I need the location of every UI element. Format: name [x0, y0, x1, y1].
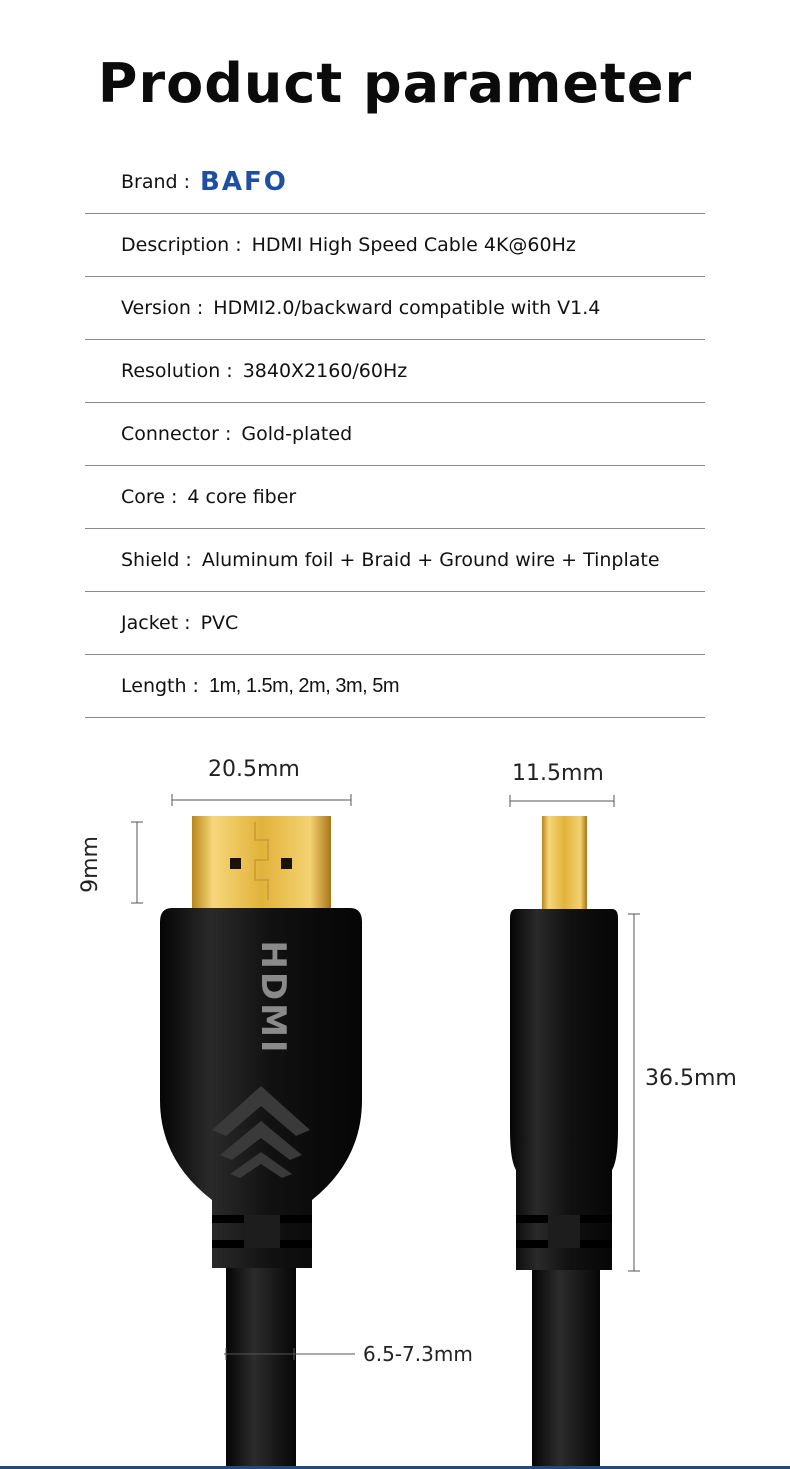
brand-logo: BAFO	[200, 166, 288, 197]
param-value: PVC	[200, 612, 239, 634]
param-label: Brand	[121, 170, 178, 193]
front-gold-tip	[192, 816, 331, 911]
param-row-shield	[85, 529, 705, 592]
param-label: Version	[121, 297, 191, 319]
side-width-label: 11.5mm	[512, 761, 604, 786]
param-label: Resolution	[121, 360, 221, 382]
front-width-dimension	[172, 794, 351, 806]
param-row-brand	[85, 150, 705, 214]
param-row-jacket	[85, 592, 705, 655]
param-separator: :	[196, 297, 204, 319]
param-value: HDMI2.0/backward compatible with V1.4	[213, 297, 601, 319]
hdmi-logo: HDMI	[253, 940, 293, 1056]
param-label: Jacket	[121, 612, 179, 634]
param-row-version	[85, 277, 705, 340]
param-value: Aluminum foil + Braid + Ground wire + Tinplate	[201, 549, 660, 571]
tip-height-label: 9mm	[77, 836, 103, 893]
param-value: Gold-plated	[241, 423, 353, 445]
front-cable	[226, 1268, 296, 1469]
tip-height-dimension	[131, 822, 143, 903]
front-width-label: 20.5mm	[208, 757, 300, 782]
param-separator: :	[170, 486, 178, 508]
param-row-core	[85, 466, 705, 529]
param-label: Description	[121, 234, 230, 256]
param-separator: :	[225, 423, 232, 445]
param-separator: :	[226, 360, 233, 382]
param-value: 4 core fiber	[187, 486, 297, 508]
parameter-table	[85, 150, 705, 718]
param-separator: :	[192, 675, 199, 697]
side-gold-tip	[542, 816, 587, 909]
param-row-description	[85, 214, 705, 277]
param-row-resolution	[85, 340, 705, 403]
param-value: HDMI High Speed Cable 4K@60Hz	[251, 234, 576, 256]
param-label: Length	[121, 675, 187, 697]
param-separator: :	[185, 549, 192, 571]
param-row-connector	[85, 403, 705, 466]
param-separator: :	[183, 170, 190, 193]
side-cable	[532, 1270, 600, 1469]
param-value: 3840X2160/60Hz	[242, 360, 408, 382]
page-title: Product parameter	[97, 52, 693, 115]
cable-diameter-label: 6.5-7.3mm	[363, 1342, 473, 1366]
param-label: Shield	[121, 549, 180, 571]
side-width-dimension	[510, 795, 614, 807]
param-label: Core	[121, 486, 165, 508]
param-value: 1m, 1.5m, 2m, 3m, 5m	[208, 674, 400, 697]
param-row-length	[85, 655, 705, 718]
param-label: Connector	[121, 423, 219, 445]
body-length-label: 36.5mm	[645, 1066, 737, 1091]
param-separator: :	[184, 612, 191, 634]
param-separator: :	[235, 234, 242, 256]
body-length-dimension	[628, 914, 640, 1271]
side-connector-body	[510, 909, 618, 1270]
